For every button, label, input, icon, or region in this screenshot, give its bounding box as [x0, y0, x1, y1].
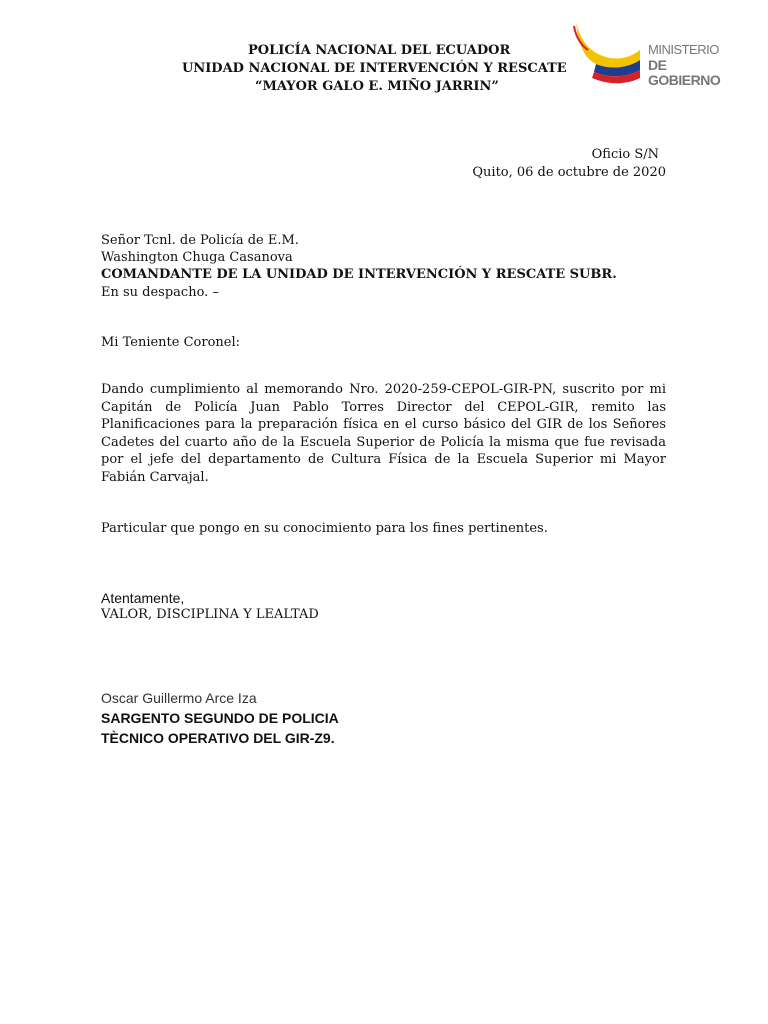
- body-paragraph-1: Dando cumplimiento al memorando Nro. 2020-259-CEPOL-GIR-PN, suscrito por mi Capitán de Policía Juan Pablo Torres Director del CEPOL-GIR, remito las Planificaciones para la preparación física en el curso básico del GIR de los Señores Cadetes del cuarto año de la Escuela Superior de Policía la misma que fue revisada por el jefe del departamento de Cultura Física de la Escuela Superior mi Mayor Fabián Carvajal.: [101, 382, 666, 485]
- closing-salutation: Atentamente,: [101, 590, 185, 606]
- signatory-name: Oscar Guillermo Arce Iza: [101, 690, 257, 706]
- flag-swoosh-icon: [570, 20, 650, 92]
- recipient-title: Señor Tcnl. de Policía de E.M.: [101, 233, 299, 248]
- closing-motto: VALOR, DISCIPLINA Y LEALTAD: [101, 607, 319, 622]
- recipient-name: Washington Chuga Casanova: [101, 250, 293, 265]
- header-line-1: POLICÍA NACIONAL DEL ECUADOR: [248, 43, 511, 58]
- oficio-number: Oficio S/N: [591, 147, 659, 162]
- header-line-3: “MAYOR GALO E. MIÑO JARRIN”: [255, 79, 499, 94]
- logo-text-1: MINISTERIO: [648, 42, 719, 57]
- signatory-rank: SARGENTO SEGUNDO DE POLICIA: [101, 710, 339, 726]
- recipient-office: En su despacho. –: [101, 285, 219, 300]
- body-paragraph-2: Particular que pongo en su conocimiento para los fines pertinentes.: [101, 521, 548, 536]
- header-line-2: UNIDAD NACIONAL DE INTERVENCIÓN Y RESCATE: [182, 61, 567, 76]
- recipient-position: COMANDANTE DE LA UNIDAD DE INTERVENCIÓN Y RESCATE SUBR.: [101, 267, 617, 282]
- letter-date: Quito, 06 de octubre de 2020: [472, 165, 666, 180]
- greeting: Mi Teniente Coronel:: [101, 335, 241, 350]
- logo-text-2: DE GOBIERNO: [648, 57, 721, 88]
- ministerio-de-gobierno-logo: [570, 20, 740, 92]
- signatory-role: TÈCNICO OPERATIVO DEL GIR-Z9.: [101, 730, 335, 746]
